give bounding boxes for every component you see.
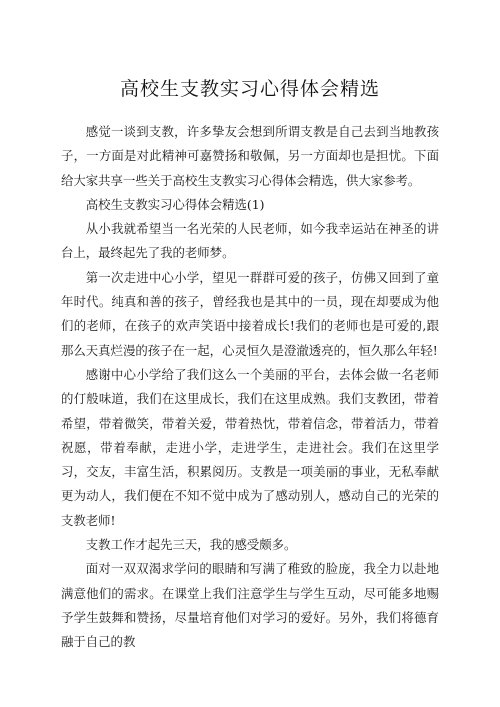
document-body — [61, 120, 439, 655]
document-title: 高校生支教实习心得体会精选 — [119, 78, 380, 100]
paragraph: 面对一双双渴求学问的眼睛和写满了稚致的脸庞，我全力以赴地满意他们的需求。在课堂上我们注意学生与学生互动，尽可能多地赐予学生鼓舞和赞扬，尽量培育他们对学习的爱好。另外，我们将德育融于自己的教 — [61, 561, 439, 650]
paragraph: 第一次走进中心小学，望见一群群可爱的孩子，仿佛又回到了童年时代。纯真和善的孩子，曾经我也是其中的一员，现在却要成为他们的老师，在孩子的欢声笑语中接着成长!我们的老师也是可爱的,跟那么天真烂漫的孩子在一起，心灵恒久是澄澈透亮的，恒久那么年轻! — [61, 269, 439, 358]
section-heading: 高校生支教实习心得体会精选(1) — [85, 196, 265, 212]
paragraph: 感谢中心小学给了我们这么一个美丽的平台，去体会做一名老师的仃般味道，我们在这里成长，我们在这里成熟。我们支教团，带着希望，带着微笑，带着关爱，带着热忱，带着信念，带着活力，带着祝愿，带着奉献，走进小学，走进学生，走进社会。我们在这里学习，交友，丰富生活，积累阅历。支教是一项美丽的事业，无私奉献更为动人，我们便在不知不觉中成为了感动别人，感动自己的光荣的支教老师! — [61, 366, 439, 528]
paragraph: 支教工作才起先三天，我的感受颇多。 — [85, 537, 297, 553]
paragraph: 从小我就希望当一名光荣的人民老师，如今我幸运站在神圣的讲台上，最终起先了我的老师梦。 — [61, 221, 439, 261]
paragraph-intro: 感觉一谈到支教，许多挚友会想到所谓支教是自己去到当地教孩子，一方面是对此精神可嘉赞扬和敬佩，另一方面却也是担忧。下面给大家共享一些关于高校生支教实习心得体会精选，供大家参考。 — [61, 124, 439, 188]
